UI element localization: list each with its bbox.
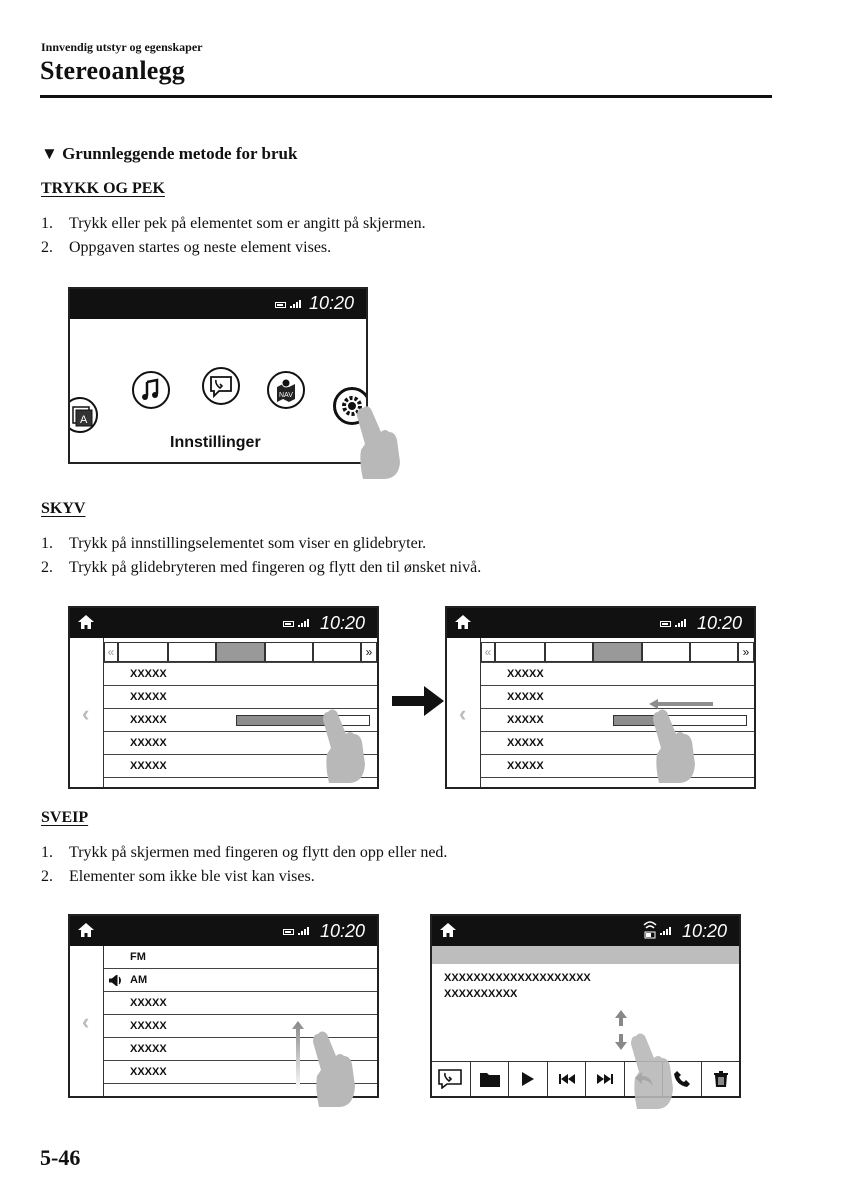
breadcrumb: Innvendig utstyr og egenskaper — [41, 40, 203, 54]
play-button[interactable] — [509, 1062, 548, 1096]
next-icon — [597, 1074, 613, 1084]
swipe-heading: SVEIP — [41, 809, 89, 826]
signal-icon — [290, 300, 301, 308]
tab-2[interactable] — [545, 642, 593, 662]
battery-icon — [660, 621, 671, 627]
battery-icon — [275, 302, 286, 308]
list-item[interactable]: XXXXX — [104, 709, 377, 732]
tab-4[interactable] — [642, 642, 690, 662]
home-icon[interactable] — [440, 923, 456, 937]
list-item[interactable]: XXXXX — [104, 755, 377, 778]
list-item[interactable]: XXXXX — [104, 992, 377, 1015]
arrow-right-icon — [392, 686, 444, 716]
header-divider — [40, 95, 772, 98]
slider-fill — [614, 716, 654, 725]
svg-text:NAV: NAV — [279, 392, 293, 399]
status-bar — [70, 916, 377, 946]
phone-message-button[interactable] — [432, 1062, 471, 1096]
slider-screen-after — [445, 606, 756, 789]
selected-item-label: Innstillinger — [170, 434, 261, 451]
section-heading: ▼ Grunnleggende metode for bruk — [41, 144, 298, 163]
signal-icon — [298, 927, 309, 935]
phone-message-icon — [438, 1069, 462, 1089]
status-bar — [432, 916, 739, 946]
left-column — [447, 638, 481, 787]
hand-pointer-icon — [312, 1028, 357, 1108]
wifi-battery-icon — [643, 920, 657, 940]
touch-step-2: 2. Oppgaven startes og neste element vises. — [41, 239, 332, 256]
chevron-left-icon[interactable]: ‹ — [82, 701, 90, 726]
swipe-up-arrow-icon — [292, 1021, 304, 1091]
swipe-step-2: 2. Elementer som ikke ble vist kan vises. — [41, 868, 315, 885]
hand-pointer-icon — [652, 706, 697, 784]
slider-fill — [237, 716, 327, 725]
tab-4[interactable] — [265, 642, 313, 662]
tab-scroll-right-icon[interactable]: » — [738, 642, 754, 662]
page-title: Stereoanlegg — [40, 56, 185, 85]
status-bar — [70, 608, 377, 638]
swipe-vertical-arrow-icon — [614, 1010, 628, 1050]
clock: 10:20 — [319, 613, 365, 633]
list-item-selected[interactable]: AM — [104, 969, 377, 992]
chevron-left-icon[interactable]: ‹ — [82, 1009, 90, 1034]
slide-heading: SKYV — [41, 500, 86, 517]
home-icon[interactable] — [455, 615, 471, 629]
svg-text:A: A — [80, 414, 88, 426]
tab-3-active[interactable] — [593, 642, 642, 662]
tab-scroll-right-icon[interactable]: » — [361, 642, 377, 662]
folder-icon — [480, 1071, 500, 1087]
message-line-2: XXXXXXXXXX — [444, 988, 518, 1000]
list-item[interactable]: FM — [104, 946, 377, 969]
status-bar — [447, 608, 754, 638]
list-item[interactable]: XXXXX — [104, 686, 377, 709]
tab-scroll-left-icon[interactable]: « — [104, 642, 118, 662]
touch-heading: TRYKK OG PEK — [41, 180, 165, 197]
swipe-step-1: 1. Trykk på skjermen med fingeren og flytt den opp eller ned. — [41, 844, 448, 861]
delete-icon — [714, 1071, 728, 1087]
clock: 10:20 — [308, 293, 354, 313]
tab-strip — [104, 642, 377, 662]
slide-step-2: 2. Trykk på glidebryteren med fingeren og flytt den til ønsket nivå. — [41, 559, 482, 576]
list-item[interactable]: XXXXX — [481, 732, 754, 755]
next-button[interactable] — [586, 1062, 625, 1096]
signal-icon — [298, 619, 309, 627]
message-toolbar — [432, 1061, 739, 1096]
list-item[interactable]: XXXXX — [481, 686, 754, 709]
signal-icon — [660, 927, 671, 935]
tab-1[interactable] — [118, 642, 168, 662]
clock: 10:20 — [681, 921, 727, 941]
delete-button[interactable] — [702, 1062, 740, 1096]
play-icon — [522, 1072, 534, 1086]
tab-strip — [481, 642, 754, 662]
slide-step-1: 1. Trykk på innstillingselementet som viser en glidebryter. — [41, 535, 427, 552]
list-item[interactable]: XXXXX — [104, 732, 377, 755]
phone-message-icon[interactable] — [202, 367, 240, 405]
home-screen — [68, 287, 368, 464]
folder-button[interactable] — [471, 1062, 510, 1096]
list-item[interactable]: XXXXX — [104, 663, 377, 686]
left-column — [70, 946, 104, 1096]
tab-scroll-left-icon[interactable]: « — [481, 642, 495, 662]
home-icon[interactable] — [78, 615, 94, 629]
hand-pointer-icon — [630, 1030, 675, 1110]
tab-5[interactable] — [690, 642, 738, 662]
hand-pointer-icon — [355, 402, 403, 482]
message-screen — [430, 914, 741, 1098]
list-item[interactable]: XXXXX — [104, 1038, 377, 1061]
message-line-1: XXXXXXXXXXXXXXXXXXXX — [444, 972, 591, 984]
message-title-bar — [432, 946, 739, 964]
battery-icon — [283, 621, 294, 627]
list-item[interactable]: XXXXX — [104, 1061, 377, 1084]
tab-2[interactable] — [168, 642, 216, 662]
list-item[interactable]: XXXXX — [481, 755, 754, 778]
speaker-icon — [109, 975, 123, 986]
hand-pointer-icon — [322, 706, 367, 784]
previous-icon — [559, 1074, 575, 1084]
navigation-icon[interactable] — [267, 371, 305, 409]
tab-3-active[interactable] — [216, 642, 265, 662]
status-bar — [70, 289, 366, 319]
call-icon — [674, 1071, 690, 1087]
apps-icon[interactable] — [68, 397, 98, 433]
chevron-left-icon[interactable]: ‹ — [459, 701, 467, 726]
tab-1[interactable] — [495, 642, 545, 662]
list-item[interactable]: XXXXX — [481, 709, 754, 732]
battery-icon — [283, 929, 294, 935]
touch-step-1: 1. Trykk eller pek på elementet som er angitt på skjermen. — [41, 215, 426, 232]
clock: 10:20 — [696, 613, 742, 633]
page-number: 5-46 — [40, 1145, 81, 1170]
clock: 10:20 — [319, 921, 365, 941]
home-icon[interactable] — [78, 923, 94, 937]
signal-icon — [675, 619, 686, 627]
tab-5[interactable] — [313, 642, 361, 662]
previous-button[interactable] — [548, 1062, 587, 1096]
left-column — [70, 638, 104, 787]
music-icon[interactable] — [132, 371, 170, 409]
list-item[interactable]: XXXXX — [104, 1015, 377, 1038]
list-item[interactable]: XXXXX — [481, 663, 754, 686]
